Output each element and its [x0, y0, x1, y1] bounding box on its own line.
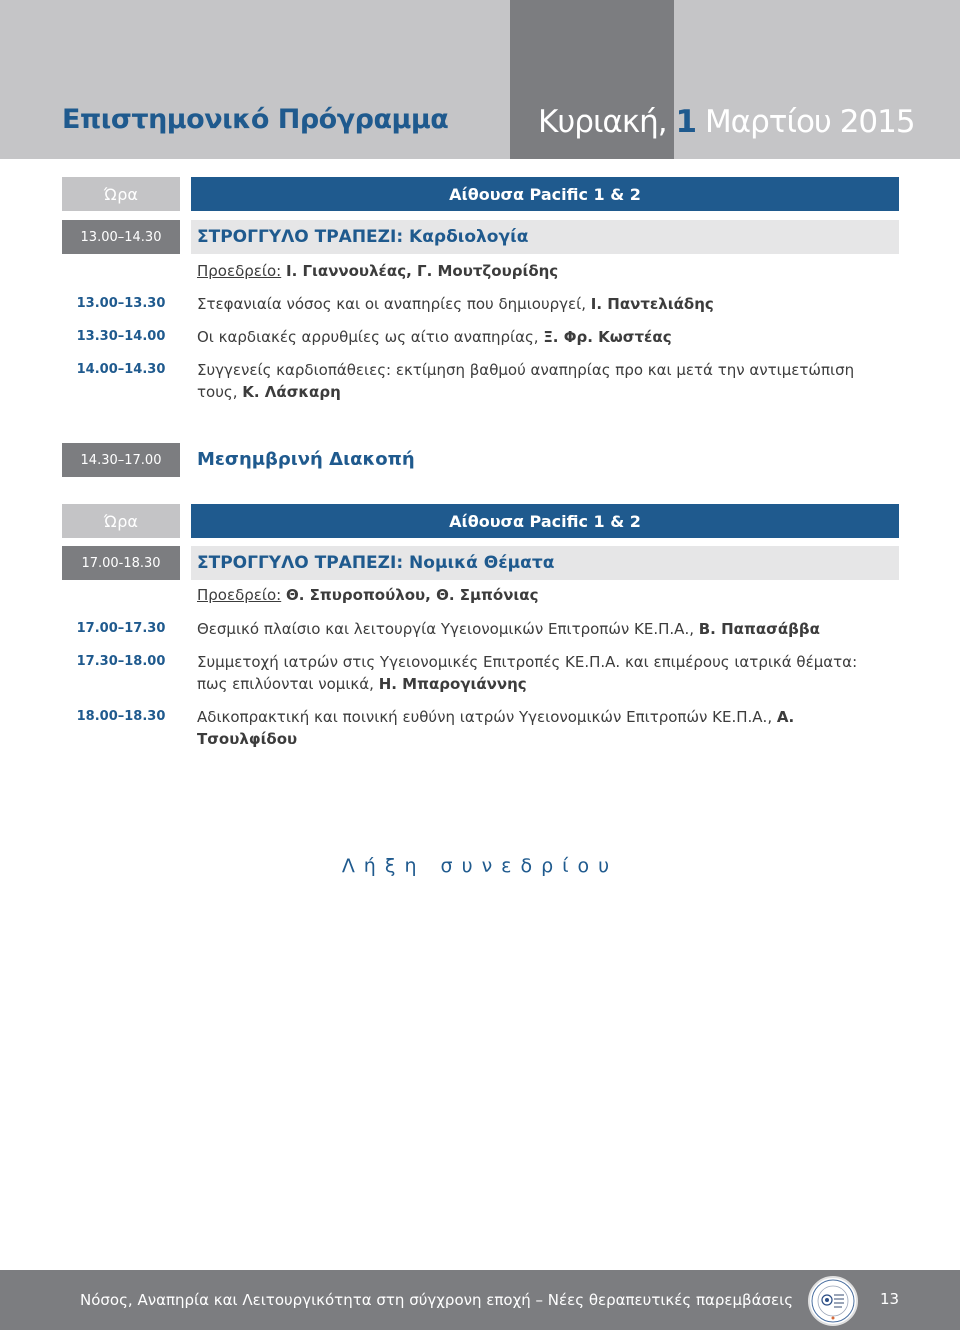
conference-title: Νόσος, Αναπηρία και Λειτουργικότητα στη σύγχρονη εποχή – Νέες θεραπευτικές παρεμβάσεις: [80, 1291, 793, 1309]
talk-item: [197, 706, 887, 750]
program-date: [538, 104, 915, 140]
page-number: 13: [880, 1290, 900, 1308]
page-title: Επιστημονικό Πρόγραμμα: [62, 104, 449, 135]
talk-item: [197, 359, 887, 403]
talk-title: Αδικοπρακτική και ποινική ευθύνη ιατρών Υγειονομικών Επιτροπών ΚΕ.Π.Α.,: [197, 708, 777, 726]
talk-time: 17.30–18.00: [76, 654, 166, 669]
talk-time: 13.30–14.00: [76, 329, 166, 344]
talk-speaker: Η. Μπαρογιάννης: [378, 675, 527, 693]
talk-time: 17.00–17.30: [76, 621, 166, 636]
talk-time: 13.00–13.30: [76, 296, 166, 311]
room-header: Αίθουσα Pacific 1 & 2: [191, 177, 899, 211]
time-column-header: Ώρα: [62, 177, 180, 211]
chair-label: Προεδρείο:: [197, 262, 282, 280]
talk-title: Στεφανιαία νόσος και οι αναπηρίες που δημιουργεί,: [197, 295, 591, 313]
talk-speaker: Κ. Λάσκαρη: [242, 383, 341, 401]
chair-names: Ι. Γιαννουλέας, Γ. Μουτζουρίδης: [285, 262, 559, 280]
talk-item: [197, 651, 887, 695]
talk-speaker: Α. Τσουλφίδου: [197, 708, 795, 748]
break-title: Μεσημβρινή Διακοπή: [197, 449, 415, 470]
session-time: 13.00–14.30: [62, 220, 180, 254]
closing-note: Λήξη συνεδρίου: [341, 855, 619, 877]
talk-speaker: Ξ. Φρ. Κωστέας: [543, 328, 672, 346]
talk-speaker: Ι. Παντελιάδης: [590, 295, 714, 313]
date-day: 1: [675, 104, 697, 140]
talk-title: Συγγενείς καρδιοπάθειες: εκτίμηση βαθμού αναπηρίας προ και μετά την αντιμετώπιση τους,: [197, 361, 855, 401]
date-prefix: Κυριακή,: [538, 104, 667, 140]
session-time: 17.00-18.30: [62, 546, 180, 580]
talk-item: [197, 326, 887, 348]
session-chairs: [197, 262, 558, 280]
room-header: Αίθουσα Pacific 1 & 2: [191, 504, 899, 538]
talk-item: [197, 618, 887, 640]
session-title: ΣΤΡΟΓΓΥΛΟ ΤΡΑΠΕΖΙ: Νομικά Θέματα: [191, 546, 899, 580]
session-chairs: [197, 586, 538, 604]
talk-title: Συμμετοχή ιατρών στις Υγειονομικές Επιτροπές ΚΕ.Π.Α. και επιμέρους ιατρικά θέματα: πως επιλύονται νομικά,: [197, 653, 858, 693]
talk-speaker: Β. Παπασάββα: [698, 620, 820, 638]
society-logo: [808, 1276, 858, 1326]
chair-names: Θ. Σπυροπούλου, Θ. Σμπόνιας: [285, 586, 539, 604]
session-title: ΣΤΡΟΓΓΥΛΟ ΤΡΑΠΕΖΙ: Καρδιολογία: [191, 220, 899, 254]
page-header: [0, 0, 960, 159]
talk-time: 14.00–14.30: [76, 362, 166, 377]
page-footer: [0, 1270, 960, 1330]
talk-title: Θεσμικό πλαίσιο και λειτουργία Υγειονομικών Επιτροπών ΚΕ.Π.Α.,: [197, 620, 699, 638]
chair-label: Προεδρείο:: [197, 586, 282, 604]
talk-title: Οι καρδιακές αρρυθμίες ως αίτιο αναπηρίας,: [197, 328, 544, 346]
talk-item: [197, 293, 887, 315]
talk-time: 18.00–18.30: [76, 709, 166, 724]
break-time: 14.30–17.00: [62, 443, 180, 477]
time-column-header: Ώρα: [62, 504, 180, 538]
date-suffix: Μαρτίου 2015: [704, 104, 915, 140]
logo-emblem-icon: [810, 1278, 856, 1324]
